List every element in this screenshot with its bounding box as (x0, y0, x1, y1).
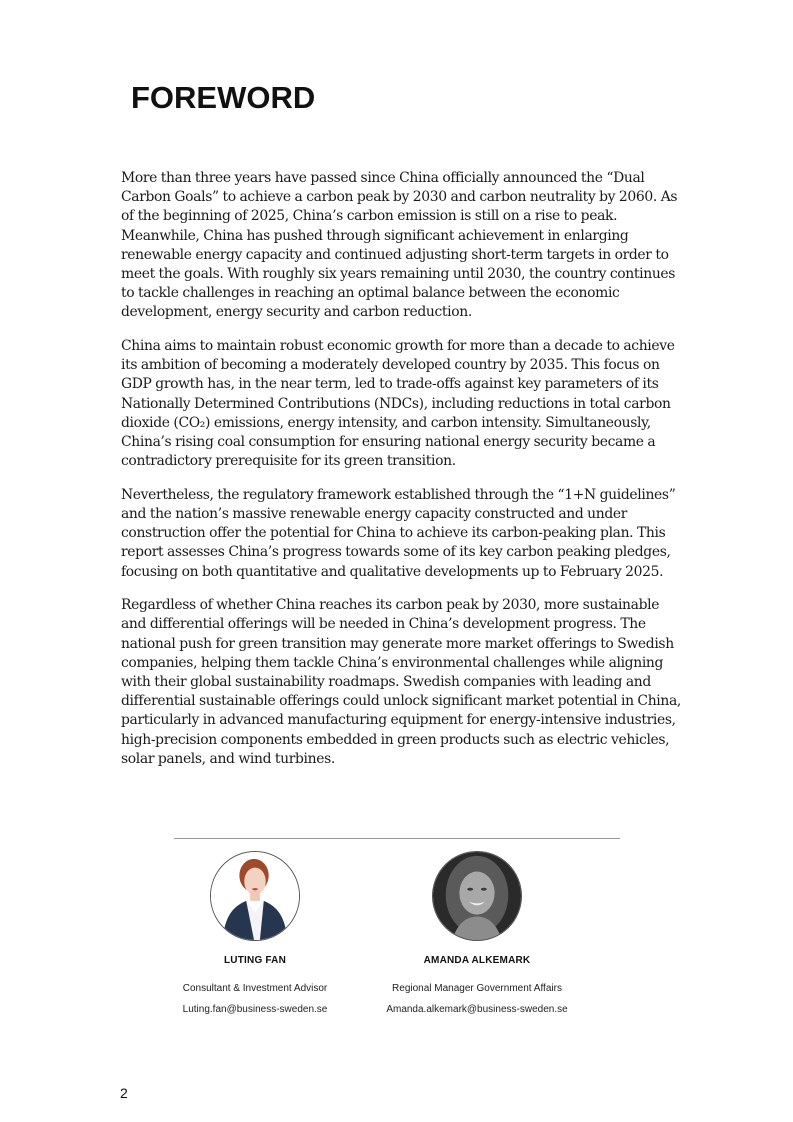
page-number: 2 (120, 1085, 128, 1101)
page-title: FOREWORD (131, 80, 316, 115)
author-email-link[interactable]: Amanda.alkemark@business-sweden.se (386, 1004, 568, 1015)
divider (174, 838, 620, 839)
author-role: Regional Manager Government Affairs (392, 983, 562, 994)
paragraph: Nevertheless, the regulatory framework established through the “1+N guidelines” and the nation’s massive renewable energy capacity constructed and under construction offer the potential for China to achieve its carbon-peaking plan. This report assesses China’s progress towards some of its key carbon peaking pledges, focusing on both quantitative and qualitative developments up to February 2025. (121, 486, 676, 580)
author-photo-amanda (433, 852, 521, 940)
author-role: Consultant & Investment Advisor (182, 983, 328, 994)
author-card (367, 851, 587, 1015)
avatar (210, 851, 300, 941)
author-name: AMANDA ALKEMARK (423, 955, 531, 966)
paragraph: More than three years have passed since China officially announced the “Dual Carbon Goals” to achieve a carbon peak by 2030 and carbon neutrality by 2060. As of the beginning of 2025, China’s carbon emission is still on a rise to peak. Meanwhile, China has pushed through significant achievement in enlarging renewable energy capacity and continued adjusting short-term targets in order to meet the goals. With roughly six years remaining until 2030, the country continues to tackle challenges in reaching an optimal balance between the economic development, energy security and carbon reduction. (121, 170, 678, 321)
avatar (432, 851, 522, 941)
author-photo-luting (211, 852, 299, 940)
author-name: LUTING FAN (224, 955, 286, 966)
author-email-link[interactable]: Luting.fan@business-sweden.se (182, 1004, 328, 1015)
paragraph: Regardless of whether China reaches its carbon peak by 2030, more sustainable and differential offerings will be needed in China’s development progress. The national push for green transition may generate more market offerings to Swedish companies, helping them tackle China’s environmental challenges while aligning with their global sustainability roadmaps. Swedish companies with leading and differential sustainable offerings could unlock significant market potential in China, particularly in advanced manufacturing equipment for energy-intensive industries, high-precision components embedded in green products such as electric vehicles, solar panels, and wind turbines. (121, 597, 681, 767)
foreword-body (121, 169, 681, 783)
author-card (145, 851, 365, 1015)
paragraph: China aims to maintain robust economic growth for more than a decade to achieve its ambition of becoming a moderately developed country by 2035. This focus on GDP growth has, in the near term, led to trade-offs against key parameters of its Nationally Determined Contributions (NDCs), including reductions in total carbon dioxide (CO₂) emissions, energy intensity, and carbon intensity. Simultaneously, China’s rising coal consumption for ensuring national energy security became a contradictory prerequisite for its green transition. (121, 338, 675, 470)
